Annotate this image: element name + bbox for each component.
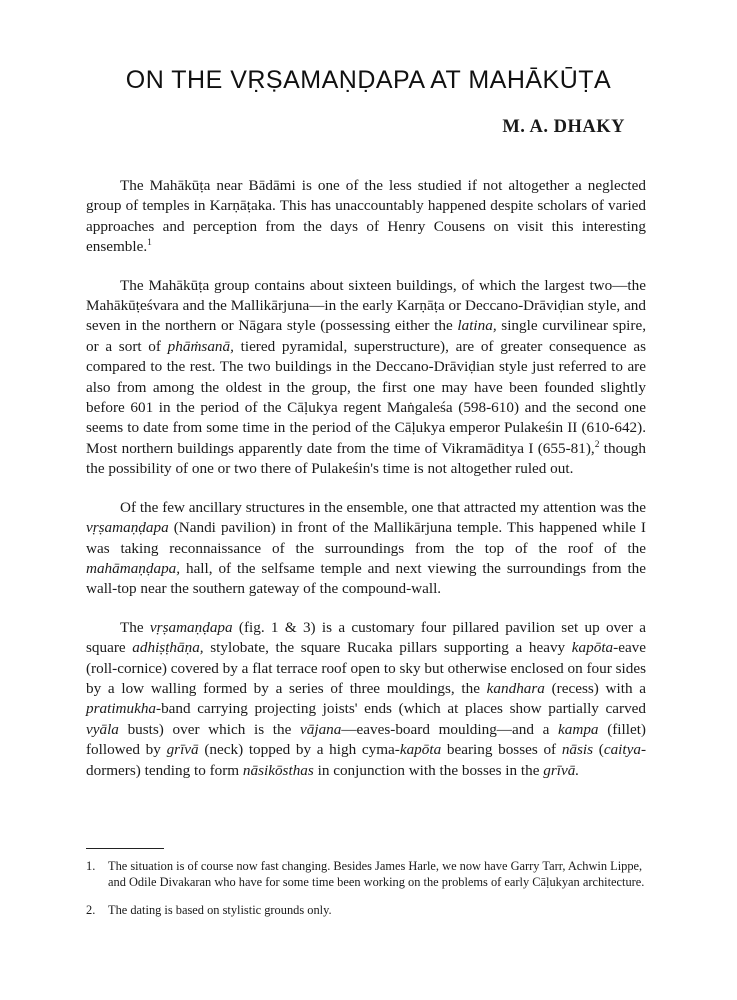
footnote-reference: 2	[594, 439, 600, 450]
footnotes	[86, 858, 646, 930]
italic-term: caitya	[603, 741, 641, 759]
paragraph-4	[86, 618, 646, 781]
paragraph-text: (recess) with a	[544, 679, 646, 697]
paragraph-text: single curvilinear spire, or a sort of	[86, 317, 646, 355]
paragraph-text: bearing bosses of	[441, 741, 562, 759]
italic-term: latina,	[457, 317, 497, 335]
paragraph-3	[86, 498, 646, 600]
italic-term: phāṁsanā,	[167, 337, 234, 355]
paragraph-text: (fillet) followed by	[86, 720, 646, 759]
footnote-number: 2.	[86, 903, 96, 917]
paragraph-text: -eave (roll-cornice) covered by a flat terrace roof open to sky but otherwise enclosed on four sides by a low walling formed by a series of three mouldings, the	[86, 639, 647, 697]
italic-term: mahāmaṇḍapa,	[86, 559, 181, 577]
paragraph-text: -dormers) tending to form	[86, 741, 646, 779]
article-title: ON THE VṚṢAMAṆḌAPA AT MAHĀKŪṬA	[125, 66, 612, 94]
footnote-divider	[86, 848, 164, 849]
paragraph-text: (	[593, 741, 604, 759]
paragraph-text: -band carrying projecting joists' ends (which at places show partially carved	[156, 700, 646, 718]
italic-term: pratimukha	[86, 700, 157, 718]
paragraph-text: The Mahākūṭa group contains about sixteen buildings, of which the largest two—the Mahākūṭeśvara and the Mallikārjuna—in the early Karṇāṭa or Deccano-Drāviḍian style, and seven in the northern or Nāgara style (possessing either the	[86, 276, 646, 335]
paragraph-text: The	[120, 618, 150, 636]
footnote-text: The dating is based on stylistic grounds only.	[108, 903, 332, 917]
italic-term: vyāla	[86, 720, 119, 738]
italic-term: vṛṣamaṇḍapa	[86, 519, 169, 537]
footnote-reference: 1	[147, 238, 152, 249]
italic-term: nāsis	[561, 741, 594, 759]
paragraph-text: in conjunction with the bosses in the	[313, 761, 544, 779]
article-body	[86, 176, 646, 799]
italic-term: nāsikōsthas	[242, 761, 314, 779]
footnote-number: 1.	[86, 859, 96, 873]
paragraph-text: hall, of the selfsame temple and next viewing the surroundings from the wall-top near the southern gateway of the compound-wall.	[86, 559, 646, 598]
italic-term: kapōta	[399, 741, 442, 759]
italic-term: vājana	[300, 720, 342, 738]
footnote-1	[86, 858, 646, 890]
paragraph-text: though the possibility of one or two there of Pulakeśin's time is not altogether ruled out.	[86, 439, 646, 478]
italic-term: kapōta	[571, 639, 614, 657]
paragraph-text: The Mahākūṭa near Bādāmi is one of the less studied if not altogether a neglected group of temples in Karṇāṭaka. This has unaccountably happened despite scholars of varied approaches and perception from the days of Henry Cousens on visit this interesting ensemble.	[86, 177, 646, 256]
paragraph-text: tiered pyramidal, superstructure), are of greater consequence as compared to the rest. The two buildings in the Deccano-Drāviḍian style just referred to are also from among the oldest in the group, the first one may have been founded slightly before 601 in the period of the Cāḷukya regent Maṅgaleśa (598-610) and the second one seems to date from some time in the period of the Cāḷukya emperor Pulakeśin II (610-642). Most northern buildings apparently date from the time of Vikramāditya I (655-81),	[86, 337, 647, 457]
italic-term: grīvā.	[543, 761, 580, 779]
paragraph-text: busts) over which is the	[118, 720, 301, 738]
footnote-text: The situation is of course now fast changing. Besides James Harle, we now have Garry Tarr, Achwin Lippe, and Odile Divakaran who have for some time been working on the problems of early Cāḷukyan architecture.	[108, 859, 645, 889]
paragraph-text: —eaves-board moulding—and a	[341, 720, 559, 738]
italic-term: grīvā	[166, 741, 199, 759]
italic-term: adhiṣṭhāṇa,	[132, 639, 204, 657]
paragraph-text: (fig. 1 & 3) is a customary four pillared pavilion set up over a square	[86, 618, 646, 657]
paragraph-text: (Nandi pavilion) in front of the Mallikārjuna temple. This happened while I was taking reconnaissance of the surroundings from the top of the roof of the	[86, 519, 646, 557]
paragraph-text: (neck) topped by a high cyma-	[198, 741, 400, 759]
paragraph-text: stylobate, the square Rucaka pillars supporting a heavy	[203, 639, 572, 657]
italic-term: kandhara	[486, 679, 545, 697]
italic-term: kampa	[558, 720, 599, 738]
paragraph-2	[86, 276, 646, 480]
footnote-2	[86, 902, 646, 918]
paragraph-text: Of the few ancillary structures in the ensemble, one that attracted my attention was the	[120, 498, 646, 516]
author-name: M. A. DHAKY	[502, 117, 625, 137]
italic-term: vṛṣamaṇḍapa	[149, 618, 233, 636]
paragraph-1	[86, 176, 646, 258]
